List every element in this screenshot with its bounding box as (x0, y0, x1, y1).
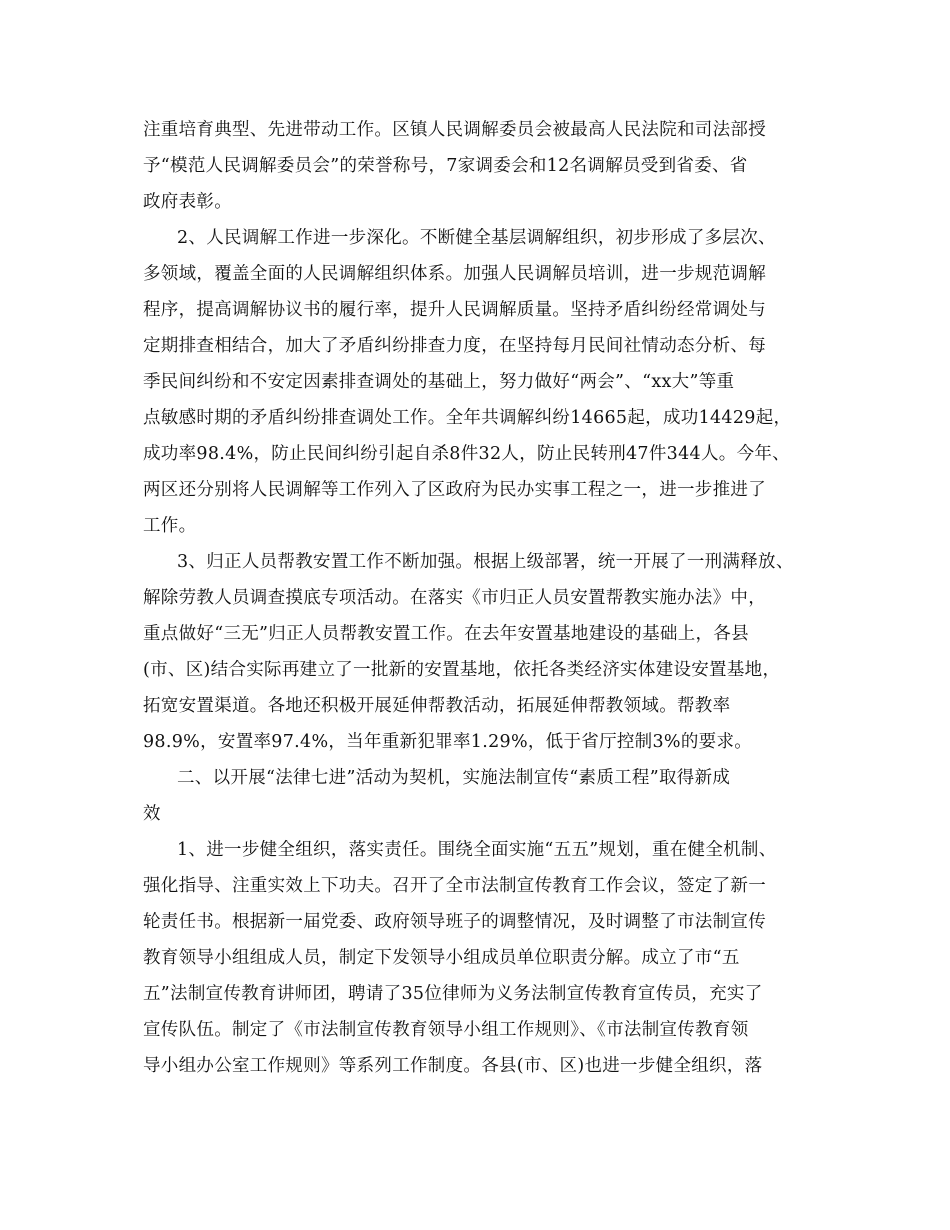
text-line-25: 五”法制宣传教育讲师团，聘请了35位律师为义务法制宣传教育宣传员，充实了 (143, 984, 763, 1004)
text-line-1: 注重培育典型、先进带动工作。区镇人民调解委员会被最高人民法院和司法部授 (143, 120, 766, 140)
text-line-14: 解除劳教人员调查摸底专项活动。在落实《市归正人员安置帮教实施办法》中， (143, 588, 766, 608)
text-line-7: 定期排查相结合，加大了矛盾纠纷排查力度，在坚持每月民间社情动态分析、每 (143, 336, 766, 356)
text-line-9: 点敏感时期的矛盾纠纷排查调处工作。全年共调解纠纷14665起，成功14429起， (143, 408, 792, 428)
paragraph-start-3: 3、归正人员帮教安置工作不断加强。根据上级部署，统一开展了一刑满释放、 (177, 552, 794, 572)
text-line-12: 工作。 (143, 516, 197, 536)
paragraph-start-1: 1、进一步健全组织，落实责任。围绕全面实施“五五”规划，重在健全机制、 (177, 840, 777, 860)
section-heading-2: 二、以开展“法律七进”活动为契机，实施法制宣传“素质工程”取得新成 (177, 768, 731, 788)
text-line-27: 导小组办公室工作规则》等系列工作制度。各县(市、区)也进一步健全组织，落 (143, 1056, 763, 1076)
text-line-24: 教育领导小组组成人员，制定下发领导小组成员单位职责分解。成立了市“五 (143, 948, 740, 968)
text-line-18: 98.9%，安置率97.4%，当年重新犯罪率1.29%，低于省厅控制3%的要求。 (143, 732, 753, 752)
text-line-2: 予“模范人民调解委员会”的荣誉称号，7家调委会和12名调解员受到省委、省 (143, 156, 748, 176)
paragraph-start-2: 2、人民调解工作进一步深化。不断健全基层调解组织，初步形成了多层次、 (177, 228, 776, 248)
text-line-6: 程序，提高调解协议书的履行率，提升人民调解质量。坚持矛盾纠纷经常调处与 (143, 300, 766, 320)
text-line-3: 政府表彰。 (143, 192, 232, 212)
text-line-10: 成功率98.4%，防止民间纠纷引起自杀8件32人，防止民转刑47件344人。今年、 (143, 444, 790, 464)
text-line-22: 强化指导、注重实效上下功夫。召开了全市法制宣传教育工作会议，签定了新一 (143, 876, 766, 896)
text-line-16: (市、区)结合实际再建立了一批新的安置基地，依托各类经济实体建设安置基地， (143, 660, 781, 680)
text-line-17: 拓宽安置渠道。各地还积极开展延伸帮教活动，拓展延伸帮教领域。帮教率 (143, 696, 731, 716)
section-heading-2-cont: 效 (143, 804, 161, 824)
text-line-5: 多领域，覆盖全面的人民调解组织体系。加强人民调解员培训，进一步规范调解 (143, 264, 766, 284)
text-line-23: 轮责任书。根据新一届党委、政府领导班子的调整情况，及时调整了市法制宣传 (143, 912, 766, 932)
text-line-26: 宣传队伍。制定了《市法制宣传教育领导小组工作规则》、《市法制宣传教育领 (143, 1020, 749, 1040)
text-line-8: 季民间纠纷和不安定因素排查调处的基础上，努力做好“两会”、“xx大”等重 (143, 372, 735, 392)
text-line-11: 两区还分别将人民调解等工作列入了区政府为民办实事工程之一，进一步推进了 (143, 480, 766, 500)
text-line-15: 重点做好“三无”归正人员帮教安置工作。在去年安置基地建设的基础上，各县 (143, 624, 749, 644)
